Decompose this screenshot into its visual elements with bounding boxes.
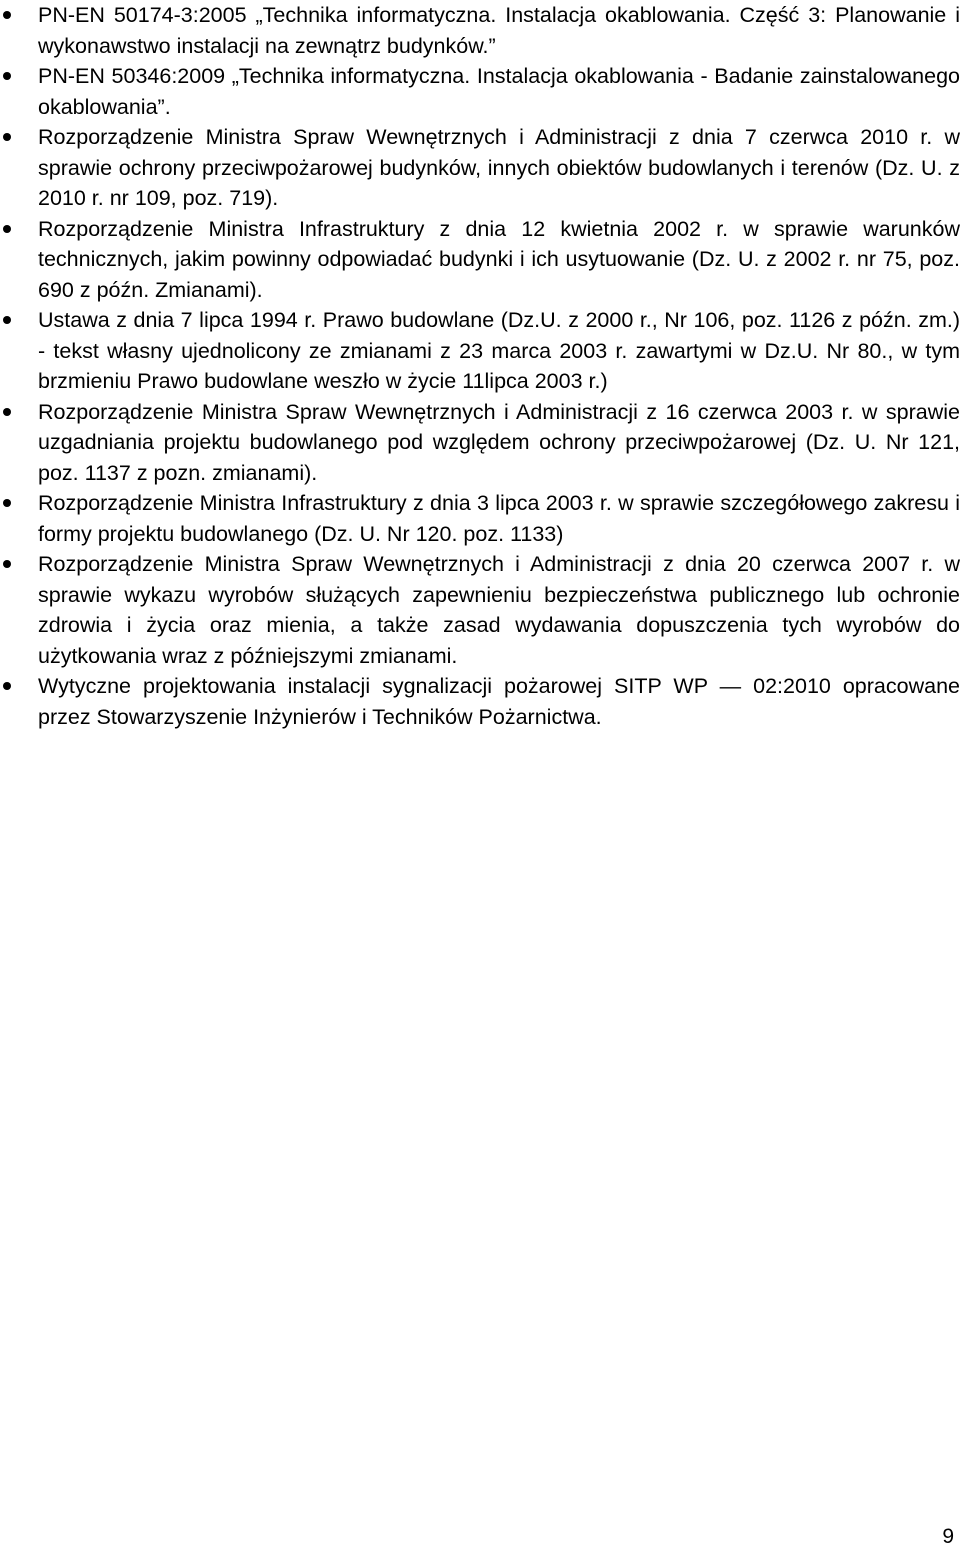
list-item xyxy=(0,61,960,122)
list-item xyxy=(0,671,960,732)
list-item xyxy=(0,305,960,397)
list-item xyxy=(0,214,960,306)
reference-text: Rozporządzenie Ministra Infrastruktury z dnia 12 kwietnia 2002 r. w sprawie warunków technicznych, jakim powinny odpowiadać budynki i ich usytuowanie (Dz. U. z 2002 r. nr 75, poz. 690 z późn. Zmianami). xyxy=(38,216,960,302)
reference-text: Rozporządzenie Ministra Spraw Wewnętrznych i Administracji z dnia 20 czerwca 2007 r. w sprawie wykazu wyrobów służących zapewnieniu bezpieczeństwa publicznego lub ochronie zdrowia i życia oraz mienia, a także zasad wydawania dopuszczenia tych wyrobów do użytkowania wraz z późniejszymi zmianami. xyxy=(38,552,960,668)
reference-list xyxy=(0,0,960,732)
bullet-icon xyxy=(3,560,11,568)
reference-text: PN-EN 50346:2009 „Technika informatyczna. Instalacja okablowania - Badanie zainstalowanego okablowania”. xyxy=(38,64,960,119)
list-item xyxy=(0,488,960,549)
bullet-icon xyxy=(3,11,11,19)
reference-text: Rozporządzenie Ministra Spraw Wewnętrznych i Administracji z 16 czerwca 2003 r. w sprawie uzgadniania projektu budowlanego pod względem ochrony przeciwpożarowej (Dz. U. Nr 121, poz. 1137 z pozn. zmianami). xyxy=(38,399,960,485)
bullet-icon xyxy=(3,225,11,233)
list-item xyxy=(0,0,960,61)
bullet-icon xyxy=(3,499,11,507)
page-number: 9 xyxy=(942,1525,954,1548)
bullet-icon xyxy=(3,408,11,416)
bullet-icon xyxy=(3,133,11,141)
bullet-icon xyxy=(3,72,11,80)
bullet-icon xyxy=(3,316,11,324)
list-item xyxy=(0,549,960,671)
reference-text: Wytyczne projektowania instalacji sygnalizacji pożarowej SITP WP — 02:2010 opracowane przez Stowarzyszenie Inżynierów i Techników Pożarnictwa. xyxy=(38,674,960,729)
reference-text: Ustawa z dnia 7 lipca 1994 r. Prawo budowlane (Dz.U. z 2000 r., Nr 106, poz. 1126 z późn. zm.) - tekst własny ujednolicony ze zmianami z 23 marca 2003 r. zawartymi w Dz.U. Nr 80., w tym brzmieniu Prawo budowlane weszło w życie 11lipca 2003 r.) xyxy=(38,308,960,393)
bullet-icon xyxy=(3,682,11,690)
reference-text: Rozporządzenie Ministra Infrastruktury z dnia 3 lipca 2003 r. w sprawie szczegółowego zakresu i formy projektu budowlanego (Dz. U. Nr 120. poz. 1133) xyxy=(38,491,960,546)
list-item xyxy=(0,122,960,214)
list-item xyxy=(0,397,960,489)
reference-text: PN-EN 50174-3:2005 „Technika informatyczna. Instalacja okablowania. Część 3: Planowanie i wykonawstwo instalacji na zewnątrz budynków.” xyxy=(38,3,960,58)
reference-text: Rozporządzenie Ministra Spraw Wewnętrznych i Administracji z dnia 7 czerwca 2010 r. w sprawie ochrony przeciwpożarowej budynków, innych obiektów budowlanych i terenów (Dz. U. z 2010 r. nr 109, poz. 719). xyxy=(38,125,960,210)
